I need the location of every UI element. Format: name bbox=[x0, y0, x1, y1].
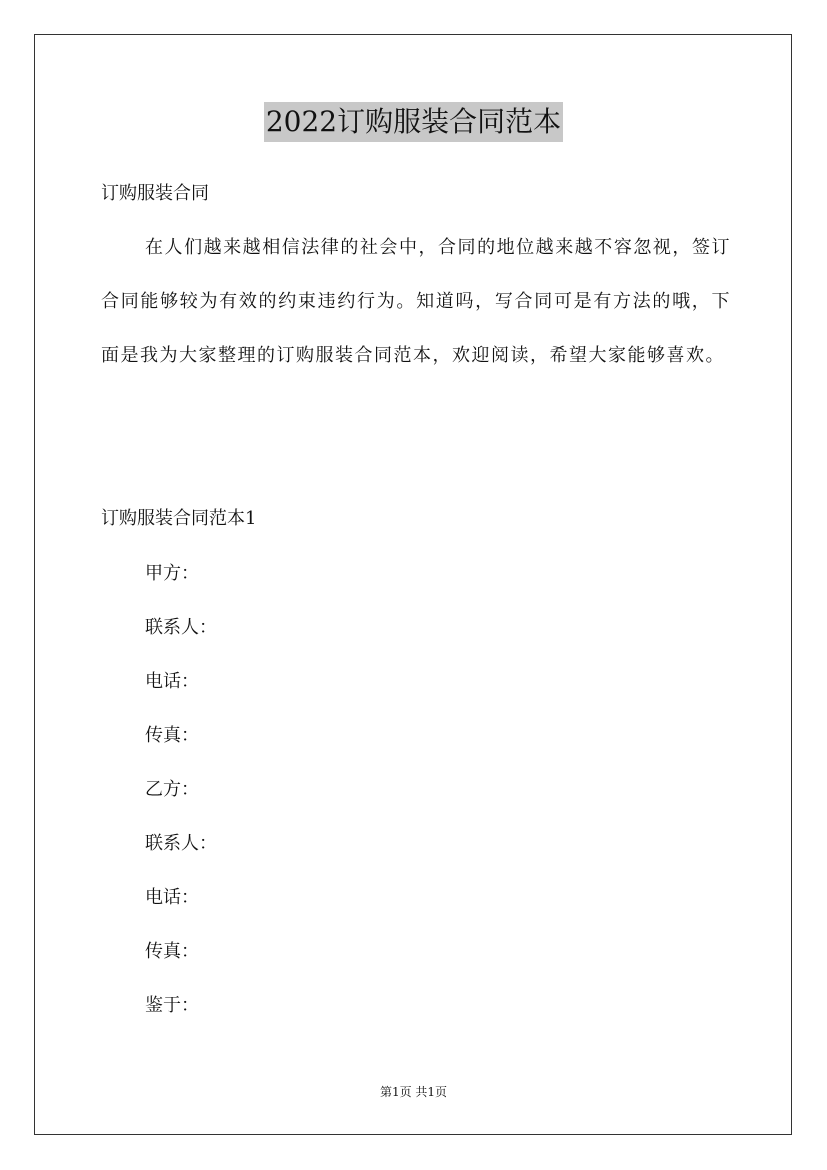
fax-a-label: 传真： bbox=[145, 725, 199, 746]
contact-a-label: 联系人： bbox=[145, 617, 217, 638]
whereas-label: 鉴于： bbox=[145, 995, 199, 1016]
contact-b-label: 联系人： bbox=[145, 833, 217, 854]
section-title: 订购服装合同范本1 bbox=[101, 508, 257, 529]
intro-paragraph: 在人们越来越相信法律的社会中，合同的地位越来越不容忽视，签订合同能够较为有效的约束违约行为。知道吗，写合同可是有方法的哦，下面是我为大家整理的订购服装合同范本，欢迎阅读，希望大家能够喜欢。 bbox=[101, 237, 731, 366]
phone-a-label: 电话： bbox=[145, 671, 199, 692]
party-b-label: 乙方： bbox=[145, 779, 199, 800]
document-title: 2022订购服装合同范本 bbox=[264, 102, 563, 142]
fax-b-label: 传真： bbox=[145, 941, 199, 962]
document-heading: 订购服装合同 bbox=[101, 183, 209, 204]
page-footer: 第1页 共1页 bbox=[379, 1085, 448, 1099]
party-a-label: 甲方： bbox=[145, 563, 199, 584]
title-container bbox=[0, 102, 827, 142]
phone-b-label: 电话： bbox=[145, 887, 199, 908]
